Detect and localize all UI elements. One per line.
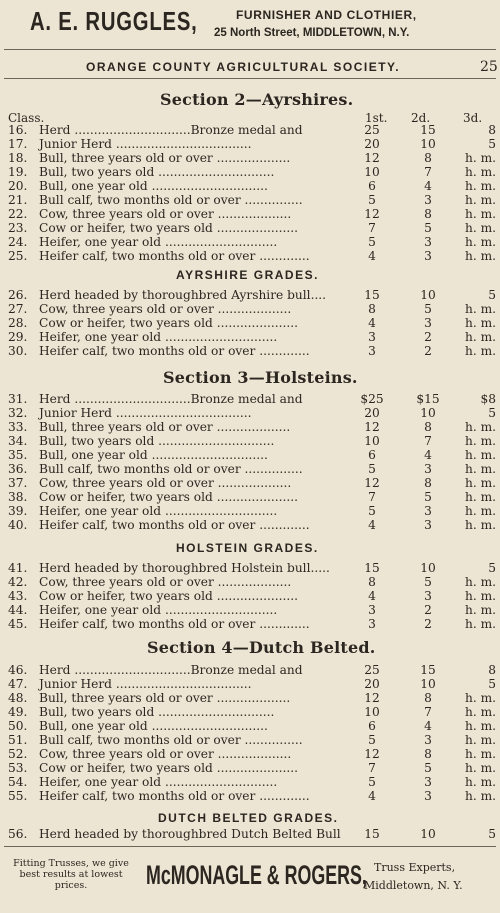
class-number: 50. (8, 719, 28, 733)
entry-description: Herd headed by thoroughbred Holstein bull..... (39, 561, 330, 575)
column-header-class: Class. (8, 111, 45, 125)
entry-description: Cow, three years old or over ................... (39, 302, 292, 316)
premium-row (0, 434, 500, 448)
second-premium: 2 (424, 617, 432, 631)
divider-bottom (4, 846, 496, 847)
second-premium: 3 (424, 504, 432, 518)
premium-row (0, 316, 500, 330)
premium-row (0, 392, 500, 406)
premium-row (0, 617, 500, 631)
third-premium: h. m. (464, 221, 496, 235)
second-premium: 8 (424, 747, 432, 761)
class-number: 29. (8, 330, 28, 344)
second-premium: 3 (424, 462, 432, 476)
first-premium: 10 (364, 434, 380, 448)
premium-row (0, 561, 500, 575)
third-premium: 5 (488, 561, 496, 575)
entry-description: Herd headed by thoroughbred Dutch Belted Bull (39, 827, 341, 841)
first-premium: 20 (364, 406, 380, 420)
third-premium: h. m. (464, 719, 496, 733)
second-premium: 3 (424, 789, 432, 803)
class-number: 51. (8, 733, 28, 747)
second-premium: 8 (424, 151, 432, 165)
class-number: 26. (8, 288, 28, 302)
entry-description: Heifer, one year old ............................. (39, 603, 278, 617)
third-premium: h. m. (464, 235, 496, 249)
class-number: 27. (8, 302, 28, 316)
first-premium: 10 (364, 705, 380, 719)
first-premium: 3 (368, 330, 376, 344)
first-premium: 3 (368, 617, 376, 631)
third-premium: h. m. (464, 490, 496, 504)
class-number: 35. (8, 448, 28, 462)
column-header-first: 1st. (365, 111, 388, 125)
class-number: 48. (8, 691, 28, 705)
second-premium: 3 (424, 589, 432, 603)
first-premium: 12 (364, 151, 380, 165)
third-premium: h. m. (464, 434, 496, 448)
first-premium: 5 (368, 775, 376, 789)
third-premium: 5 (488, 137, 496, 151)
entry-description: Bull calf, two months old or over ............... (39, 193, 303, 207)
third-premium: h. m. (464, 193, 496, 207)
entry-description: Bull calf, two months old or over ............... (39, 733, 303, 747)
first-premium: 4 (368, 249, 376, 263)
premium-row (0, 733, 500, 747)
class-number: 43. (8, 589, 28, 603)
section-title: Section 4—Dutch Belted. (147, 638, 376, 657)
ad-firm-location: Middletown, N. Y. (364, 879, 463, 892)
entry-description: Heifer, one year old ............................. (39, 330, 278, 344)
premium-row (0, 677, 500, 691)
entry-description: Bull, one year old .............................. (39, 448, 268, 462)
class-number: 24. (8, 235, 28, 249)
entry-description: Cow, three years old or over ................... (39, 476, 292, 490)
class-number: 40. (8, 518, 28, 532)
second-premium: 2 (424, 344, 432, 358)
class-number: 52. (8, 747, 28, 761)
entry-description: Heifer, one year old ............................. (39, 504, 278, 518)
third-premium: h. m. (464, 207, 496, 221)
third-premium: 5 (488, 827, 496, 841)
first-premium: 6 (368, 448, 376, 462)
premium-row (0, 344, 500, 358)
premium-row (0, 705, 500, 719)
section-title: Section 3—Holsteins. (163, 368, 358, 387)
premium-row (0, 761, 500, 775)
entry-description: Cow, three years old or over ................... (39, 747, 292, 761)
premium-row (0, 193, 500, 207)
grades-heading: AYRSHIRE GRADES. (176, 268, 319, 282)
first-premium: 5 (368, 235, 376, 249)
third-premium: 8 (488, 663, 496, 677)
second-premium: 10 (420, 137, 436, 151)
entry-description: Cow or heifer, two years old ..................... (39, 221, 299, 235)
premium-row (0, 589, 500, 603)
first-premium: 6 (368, 179, 376, 193)
first-premium: 20 (364, 137, 380, 151)
third-premium: h. m. (464, 316, 496, 330)
second-premium: 5 (424, 302, 432, 316)
class-number: 23. (8, 221, 28, 235)
entry-description: Heifer, one year old ............................. (39, 235, 278, 249)
entry-description: Herd headed by thoroughbred Ayrshire bull.... (39, 288, 327, 302)
column-header-third: 3d. (463, 111, 483, 125)
third-premium: h. m. (464, 705, 496, 719)
entry-description: Bull, three years old or over ................... (39, 691, 291, 705)
class-number: 19. (8, 165, 28, 179)
class-number: 16. (8, 123, 28, 137)
first-premium: 3 (368, 603, 376, 617)
first-premium: 10 (364, 165, 380, 179)
column-header-second: 2d. (411, 111, 431, 125)
premium-row (0, 165, 500, 179)
first-premium: 15 (364, 561, 380, 575)
top-advertisement (0, 0, 500, 48)
class-number: 37. (8, 476, 28, 490)
third-premium: h. m. (464, 775, 496, 789)
third-premium: h. m. (464, 462, 496, 476)
class-number: 55. (8, 789, 28, 803)
first-premium: 12 (364, 691, 380, 705)
third-premium: h. m. (464, 476, 496, 490)
ad-merchant-name: A. E. RUGGLES, (30, 6, 198, 36)
entry-description: Junior Herd ................................... (39, 677, 252, 691)
third-premium: h. m. (464, 165, 496, 179)
third-premium: h. m. (464, 761, 496, 775)
third-premium: 5 (488, 677, 496, 691)
second-premium: 8 (424, 476, 432, 490)
premium-row (0, 827, 500, 841)
second-premium: 10 (420, 827, 436, 841)
second-premium: 7 (424, 165, 432, 179)
second-premium: 10 (420, 561, 436, 575)
second-premium: 2 (424, 603, 432, 617)
entry-description: Cow or heifer, two years old ..................... (39, 490, 299, 504)
class-number: 21. (8, 193, 28, 207)
premium-row (0, 462, 500, 476)
first-premium: 7 (368, 490, 376, 504)
entry-description: Bull, three years old or over ................... (39, 420, 291, 434)
first-premium: 20 (364, 677, 380, 691)
class-number: 33. (8, 420, 28, 434)
premium-row (0, 518, 500, 532)
second-premium: 8 (424, 691, 432, 705)
first-premium: 5 (368, 462, 376, 476)
class-number: 22. (8, 207, 28, 221)
third-premium: h. m. (464, 747, 496, 761)
entry-description: Heifer calf, two months old or over ............. (39, 249, 310, 263)
third-premium: h. m. (464, 504, 496, 518)
divider-top (4, 49, 496, 50)
first-premium: 8 (368, 575, 376, 589)
class-number: 20. (8, 179, 28, 193)
premium-row (0, 406, 500, 420)
premium-row (0, 691, 500, 705)
entry-description: Heifer calf, two months old or over ............. (39, 789, 310, 803)
class-number: 56. (8, 827, 28, 841)
society-heading: ORANGE COUNTY AGRICULTURAL SOCIETY. (86, 60, 401, 74)
ad-merchant-address: 25 North Street, MIDDLETOWN, N.Y. (214, 27, 410, 39)
premium-row (0, 235, 500, 249)
entry-description: Bull, one year old .............................. (39, 179, 268, 193)
third-premium: 8 (488, 123, 496, 137)
third-premium: 5 (488, 406, 496, 420)
second-premium: 7 (424, 434, 432, 448)
class-number: 45. (8, 617, 28, 631)
first-premium: 4 (368, 518, 376, 532)
third-premium: h. m. (464, 691, 496, 705)
premium-row (0, 221, 500, 235)
second-premium: 3 (424, 518, 432, 532)
second-premium: 10 (420, 288, 436, 302)
third-premium: 5 (488, 288, 496, 302)
class-number: 28. (8, 316, 28, 330)
entry-description: Heifer calf, two months old or over ............. (39, 518, 310, 532)
page-number: 25 (480, 59, 498, 75)
first-premium: 12 (364, 420, 380, 434)
premium-row (0, 747, 500, 761)
premium-row (0, 207, 500, 221)
third-premium: h. m. (464, 448, 496, 462)
second-premium: 15 (420, 123, 436, 137)
third-premium: h. m. (464, 589, 496, 603)
second-premium: 5 (424, 490, 432, 504)
third-premium: h. m. (464, 330, 496, 344)
premium-row (0, 789, 500, 803)
second-premium: 15 (420, 663, 436, 677)
second-premium: 8 (424, 207, 432, 221)
class-number: 38. (8, 490, 28, 504)
first-premium: 7 (368, 221, 376, 235)
second-premium: 3 (424, 235, 432, 249)
third-premium: h. m. (464, 518, 496, 532)
entry-description: Heifer calf, two months old or over ............. (39, 617, 310, 631)
second-premium: 10 (420, 406, 436, 420)
ad-firm-trade: Truss Experts, (374, 861, 456, 874)
first-premium: 12 (364, 747, 380, 761)
premium-row (0, 137, 500, 151)
class-number: 42. (8, 575, 28, 589)
premium-row (0, 504, 500, 518)
first-premium: 8 (368, 302, 376, 316)
first-premium: 15 (364, 288, 380, 302)
class-number: 54. (8, 775, 28, 789)
entry-description: Heifer, one year old ............................. (39, 775, 278, 789)
second-premium: 5 (424, 221, 432, 235)
entry-description: Heifer calf, two months old or over ............. (39, 344, 310, 358)
second-premium: 10 (420, 677, 436, 691)
premium-row (0, 575, 500, 589)
premium-row (0, 179, 500, 193)
second-premium: 7 (424, 705, 432, 719)
class-number: 32. (8, 406, 28, 420)
first-premium: 4 (368, 789, 376, 803)
grades-heading: DUTCH BELTED GRADES. (158, 811, 339, 825)
premium-row (0, 288, 500, 302)
second-premium: 4 (424, 448, 432, 462)
third-premium: h. m. (464, 575, 496, 589)
second-premium: 3 (424, 733, 432, 747)
first-premium: 6 (368, 719, 376, 733)
class-number: 39. (8, 504, 28, 518)
premium-row (0, 603, 500, 617)
first-premium: 7 (368, 761, 376, 775)
entry-description: Cow or heifer, two years old ..................... (39, 316, 299, 330)
first-premium: 3 (368, 344, 376, 358)
first-premium: 12 (364, 476, 380, 490)
class-number: 44. (8, 603, 28, 617)
third-premium: h. m. (464, 151, 496, 165)
second-premium: 5 (424, 575, 432, 589)
class-number: 31. (8, 392, 28, 406)
first-premium: 5 (368, 193, 376, 207)
second-premium: 5 (424, 761, 432, 775)
third-premium: h. m. (464, 420, 496, 434)
third-premium: h. m. (464, 603, 496, 617)
entry-description: Bull, one year old .............................. (39, 719, 268, 733)
second-premium: 4 (424, 179, 432, 193)
class-number: 47. (8, 677, 28, 691)
entry-description: Herd ..............................Bronze medal and (39, 392, 303, 406)
entry-description: Cow, three years old or over ................... (39, 207, 292, 221)
ad-truss-slogan: Fitting Trusses, we give best results at lowest prices. (13, 858, 129, 891)
first-premium: 25 (364, 663, 380, 677)
class-number: 17. (8, 137, 28, 151)
first-premium: 4 (368, 589, 376, 603)
second-premium: 8 (424, 420, 432, 434)
class-number: 36. (8, 462, 28, 476)
first-premium: 25 (364, 123, 380, 137)
premium-row (0, 775, 500, 789)
third-premium: h. m. (464, 733, 496, 747)
third-premium: $8 (480, 392, 496, 406)
first-premium: 5 (368, 504, 376, 518)
second-premium: 4 (424, 719, 432, 733)
first-premium: $25 (360, 392, 384, 406)
second-premium: 3 (424, 249, 432, 263)
section-title: Section 2—Ayrshires. (160, 90, 354, 109)
entry-description: Cow, three years old or over ................... (39, 575, 292, 589)
entry-description: Bull, two years old .............................. (39, 165, 275, 179)
entry-description: Junior Herd ................................... (39, 406, 252, 420)
second-premium: 3 (424, 193, 432, 207)
class-number: 25. (8, 249, 28, 263)
premium-row (0, 420, 500, 434)
second-premium: 3 (424, 775, 432, 789)
ad-merchant-trade: FURNISHER AND CLOTHIER, (236, 8, 417, 22)
premium-row (0, 151, 500, 165)
second-premium: 2 (424, 330, 432, 344)
premium-row (0, 448, 500, 462)
class-number: 30. (8, 344, 28, 358)
class-number: 49. (8, 705, 28, 719)
entry-description: Herd ..............................Bronze medal and (39, 123, 303, 137)
third-premium: h. m. (464, 617, 496, 631)
class-number: 53. (8, 761, 28, 775)
entry-description: Bull, two years old .............................. (39, 705, 275, 719)
third-premium: h. m. (464, 179, 496, 193)
bottom-advertisement (0, 848, 500, 913)
class-number: 34. (8, 434, 28, 448)
premium-row (0, 123, 500, 137)
ad-firm-name: McMONAGLE & ROGERS, (146, 860, 367, 890)
third-premium: h. m. (464, 344, 496, 358)
first-premium: 5 (368, 733, 376, 747)
premium-row (0, 249, 500, 263)
premium-row (0, 490, 500, 504)
entry-description: Cow or heifer, two years old ..................... (39, 761, 299, 775)
first-premium: 12 (364, 207, 380, 221)
entry-description: Herd ..............................Bronze medal and (39, 663, 303, 677)
premium-row (0, 719, 500, 733)
class-number: 46. (8, 663, 28, 677)
entry-description: Bull calf, two months old or over ............... (39, 462, 303, 476)
third-premium: h. m. (464, 789, 496, 803)
first-premium: 4 (368, 316, 376, 330)
third-premium: h. m. (464, 302, 496, 316)
class-number: 41. (8, 561, 28, 575)
entry-description: Junior Herd ................................... (39, 137, 252, 151)
entry-description: Bull, two years old .............................. (39, 434, 275, 448)
second-premium: 3 (424, 316, 432, 330)
entry-description: Cow or heifer, two years old ..................... (39, 589, 299, 603)
premium-row (0, 330, 500, 344)
premium-row (0, 663, 500, 677)
third-premium: h. m. (464, 249, 496, 263)
divider-heading (4, 78, 496, 79)
grades-heading: HOLSTEIN GRADES. (176, 541, 319, 555)
premium-row (0, 302, 500, 316)
second-premium: $15 (416, 392, 440, 406)
class-number: 18. (8, 151, 28, 165)
first-premium: 15 (364, 827, 380, 841)
entry-description: Bull, three years old or over ................... (39, 151, 291, 165)
premium-row (0, 476, 500, 490)
